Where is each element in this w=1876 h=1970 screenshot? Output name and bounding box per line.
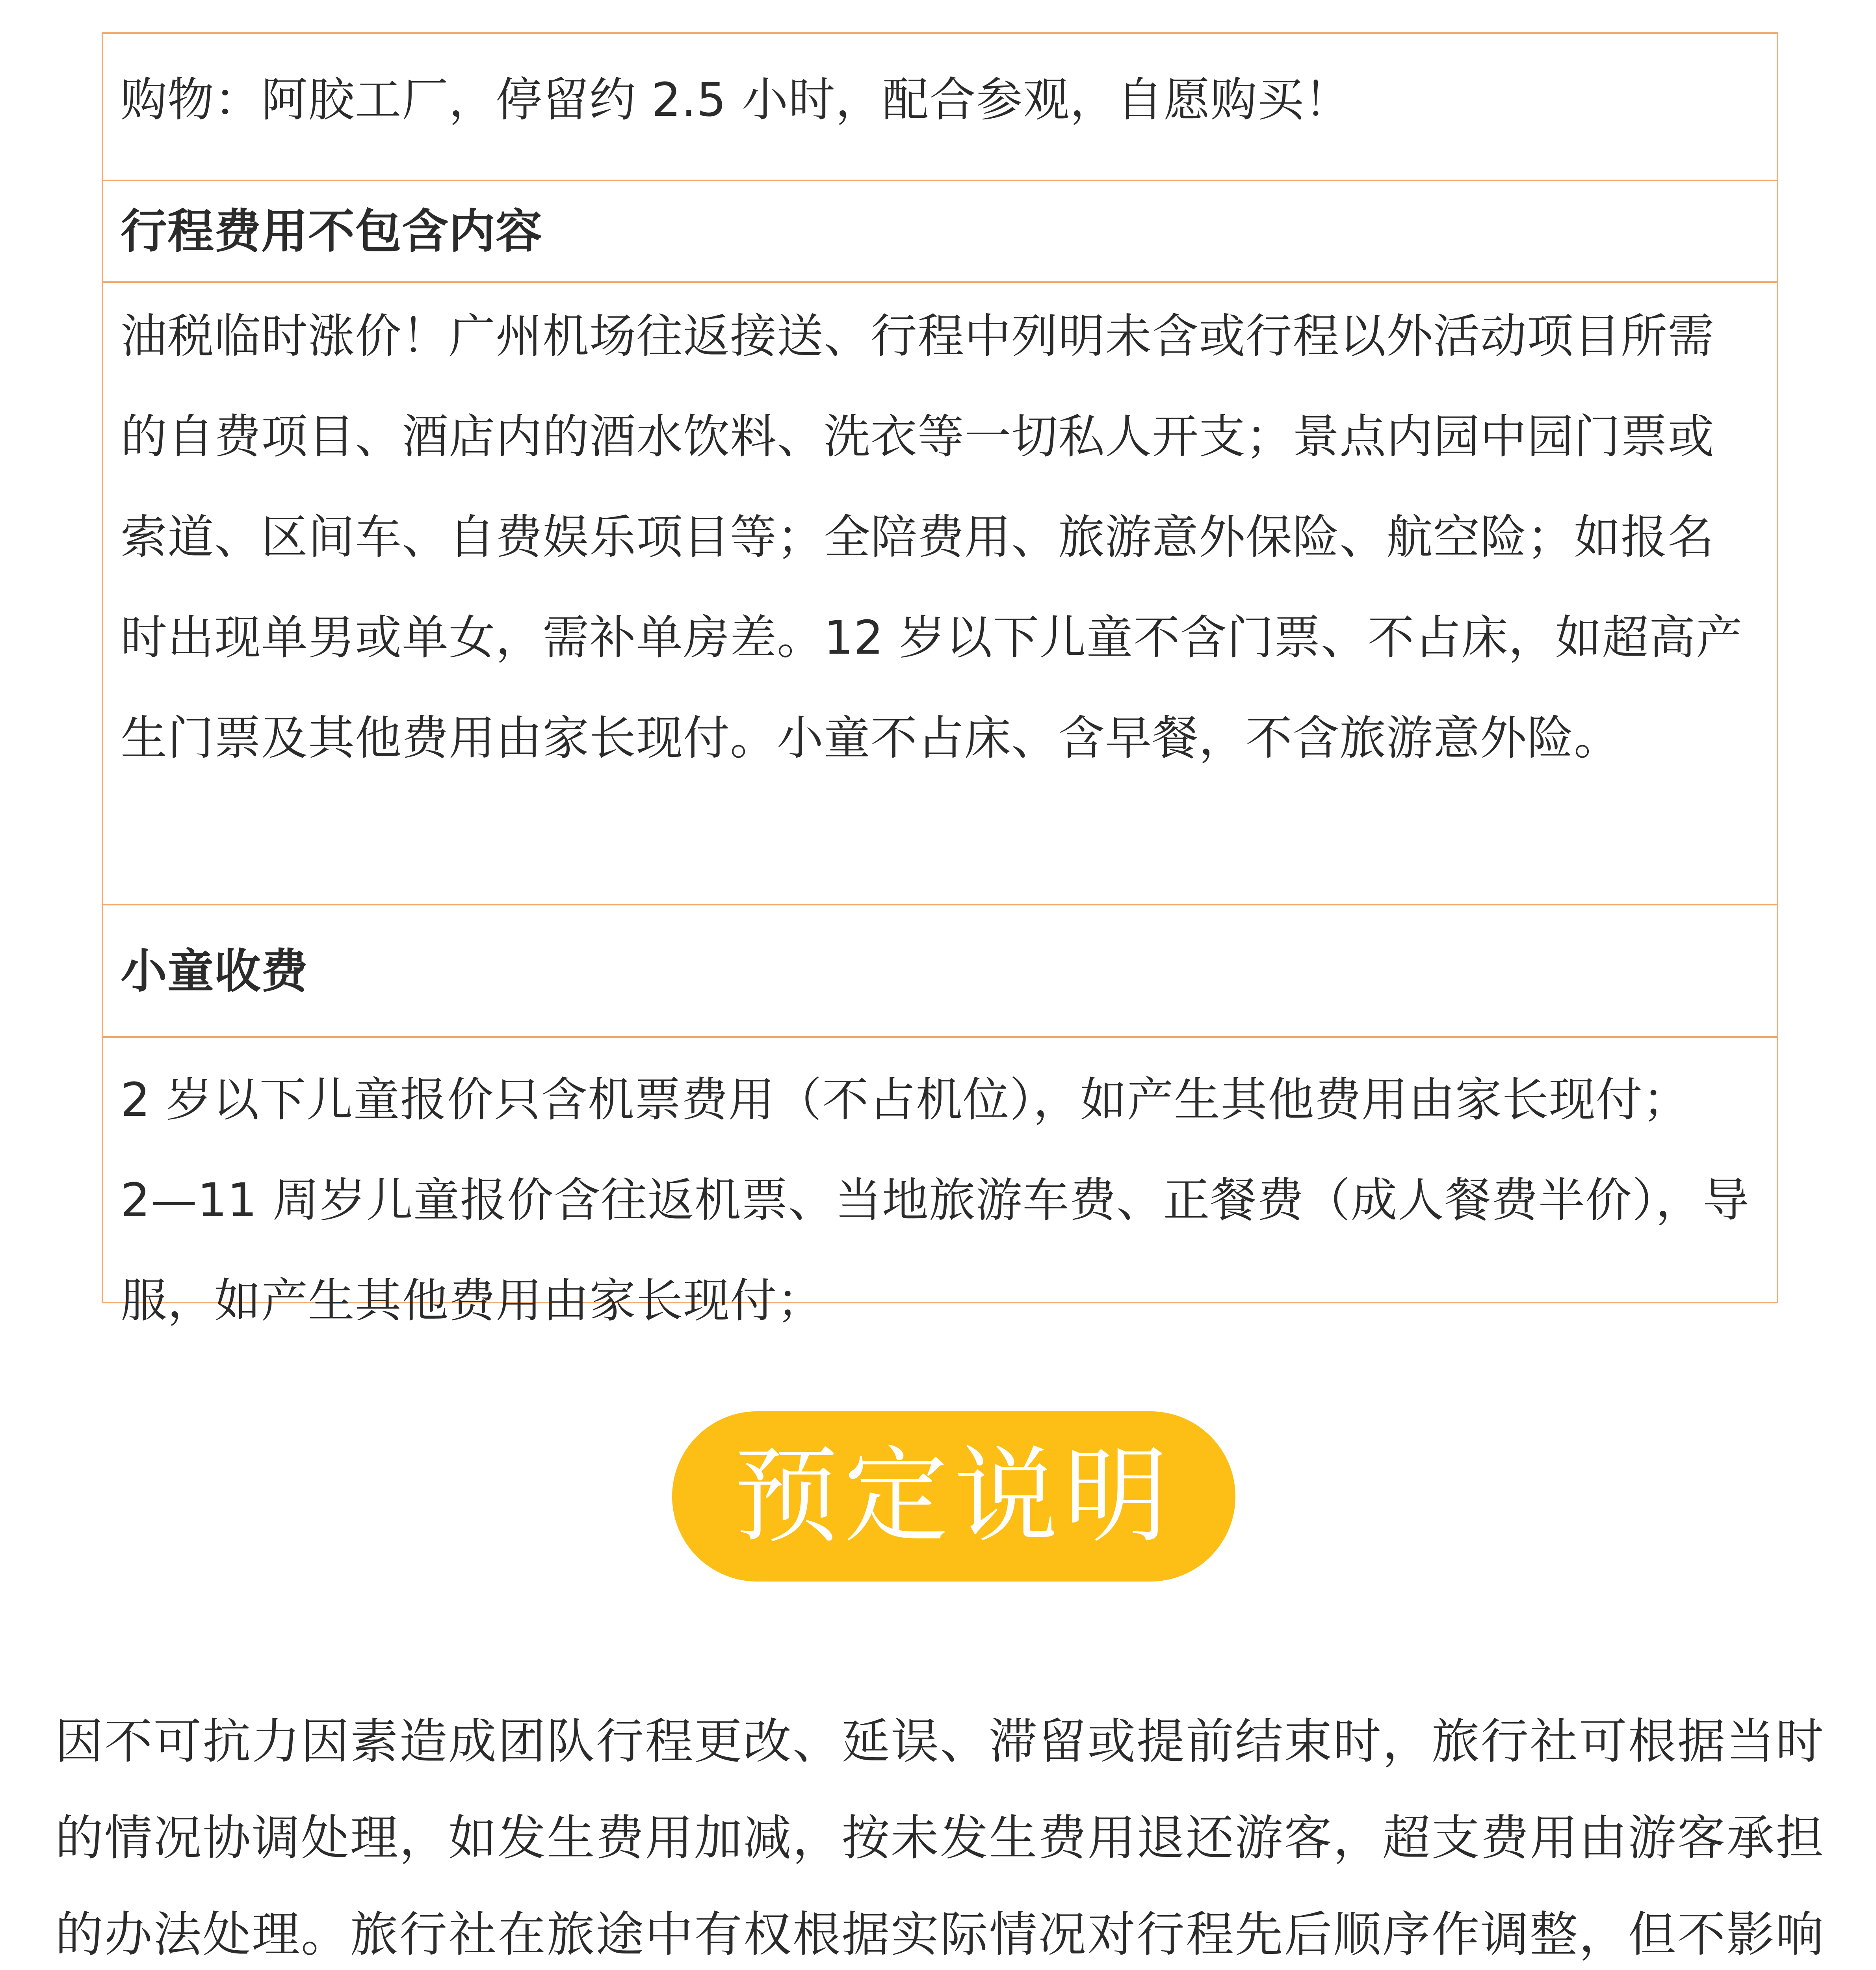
child-header-row (103, 904, 1777, 1036)
booking-notes-section-title (672, 1411, 1235, 1582)
excluded-body-row (103, 281, 1777, 904)
shopping-text: 购物：阿胶工厂，停留约 2.5 小时，配合参观，自愿购买！ (121, 72, 1351, 127)
shopping-row (103, 34, 1777, 180)
notes-paragraph-1: 因不可抗力因素造成团队行程更改、延误、滞留或提前结束时，旅行社可根据当时的情况协调处理，如发生费用加减，按未发生费用退还游客，超支费用由游客承担的办法处理。旅行社在旅途中有权根据实际情况对行程先后顺序作调整，但不影响 (55, 1714, 1824, 1963)
excluded-title: 行程费用不包含内容 (121, 204, 543, 258)
booking-notes-body (55, 1693, 1824, 1970)
child-body-row (103, 1036, 1777, 1328)
booking-notes-title-text: 预定说明 (734, 1435, 1174, 1557)
child-fee-title: 小童收费 (121, 944, 308, 998)
itinerary-cost-table (102, 32, 1778, 1328)
child-fee-line-2: 2—11 周岁儿童报价含往返机票、当地旅游车费、正餐费（成人餐费半价），导服，如产生其他费用由家长现付； (121, 1173, 1750, 1328)
child-fee-text (121, 1050, 1759, 1351)
excluded-header-row (103, 180, 1777, 281)
excluded-body-text: 油税临时涨价！广州机场往返接送、行程中列明未含或行程以外活动项目所需的自费项目、酒店内的酒水饮料、洗衣等一切私人开支；景点内园中园门票或索道、区间车、自费娱乐项目等；全陪费用、旅游意外保险、航空险；如报名时出现单男或单女，需补单房差。12 岁以下儿童不含门票、不占床，如超高产生门票及其他费用由家长现付。小童不占床、含早餐，不含旅游意外险。 (121, 309, 1743, 765)
child-fee-line-1: 2 岁以下儿童报价只含机票费用（不占机位），如产生其他费用由家长现付； (121, 1072, 1690, 1127)
